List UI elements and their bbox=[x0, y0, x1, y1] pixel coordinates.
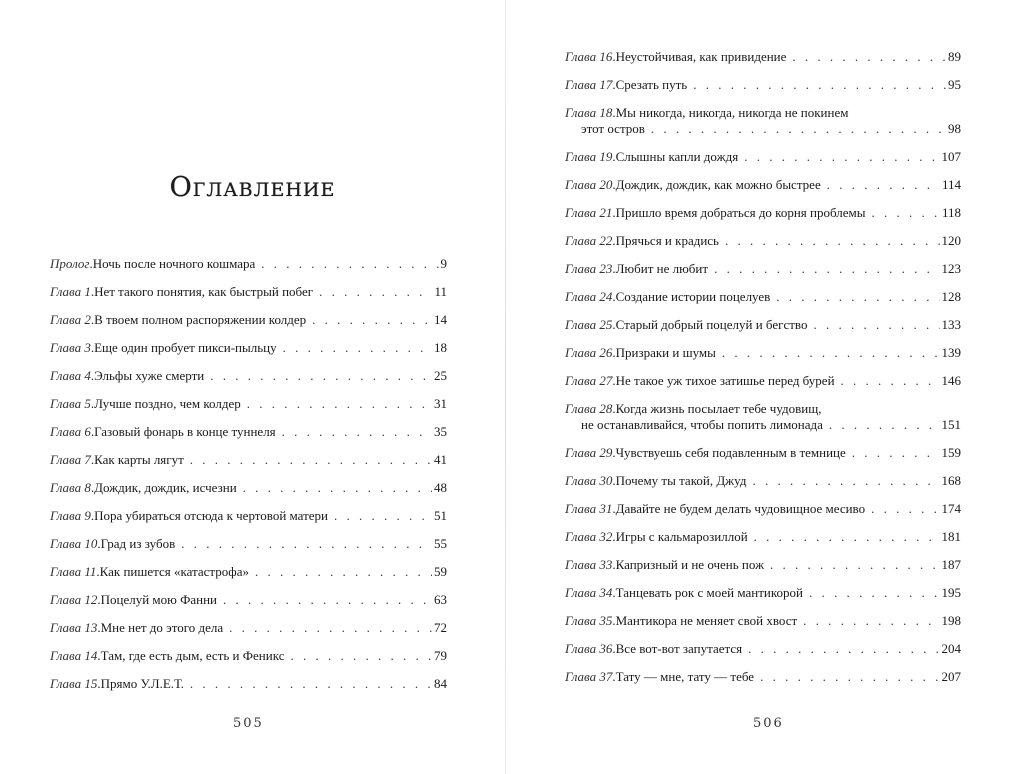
chapter-separator: . bbox=[612, 177, 616, 192]
chapter-page-number: 18 bbox=[434, 340, 447, 355]
chapter-label: Глава 3 bbox=[50, 340, 91, 355]
chapter-page-number: 204 bbox=[941, 641, 961, 656]
toc-entry bbox=[565, 585, 961, 601]
chapter-title: Призраки и шумы bbox=[615, 345, 716, 360]
dot-leader bbox=[776, 289, 939, 305]
chapter-title: Пришло время добраться до корня проблемы bbox=[615, 205, 866, 220]
chapter-page-number: 11 bbox=[434, 284, 447, 299]
toc-entry bbox=[565, 669, 961, 685]
toc-entry-line bbox=[50, 508, 447, 524]
toc-entry bbox=[50, 676, 447, 692]
chapter-separator: . bbox=[90, 368, 95, 383]
dot-leader bbox=[829, 417, 940, 433]
toc-entry-line bbox=[565, 445, 961, 461]
chapter-label: Пролог bbox=[50, 256, 90, 271]
chapter-page-number: 139 bbox=[941, 345, 961, 360]
chapter-title: Пора убираться отсюда к чертовой матери bbox=[94, 508, 329, 523]
chapter-label: Глава 6 bbox=[50, 424, 91, 439]
chapter-separator: . bbox=[612, 345, 616, 360]
chapter-label: Глава 37 bbox=[565, 669, 613, 684]
chapter-label: Глава 19 bbox=[565, 149, 613, 164]
chapter-page-number: 123 bbox=[941, 261, 961, 276]
dot-leader bbox=[748, 641, 939, 657]
toc-entry-line bbox=[565, 373, 961, 389]
chapter-page-number: 187 bbox=[941, 557, 961, 572]
chapter-page-number: 35 bbox=[434, 424, 447, 439]
chapter-label: Глава 31 bbox=[565, 501, 613, 516]
chapter-title: Нет такого понятия, как быстрый побег bbox=[94, 284, 314, 299]
toc-entry-line bbox=[565, 669, 961, 685]
dot-leader bbox=[247, 396, 432, 412]
toc-entry-line bbox=[565, 401, 961, 417]
chapter-label: Глава 8 bbox=[50, 480, 91, 495]
toc-entry bbox=[565, 205, 961, 221]
chapter-page-number: 41 bbox=[434, 452, 447, 467]
chapter-label: Глава 32 bbox=[565, 529, 613, 544]
toc-entry-line bbox=[50, 620, 447, 636]
chapter-label: Глава 33 bbox=[565, 557, 613, 572]
chapter-page-number: 195 bbox=[941, 585, 961, 600]
toc-entry bbox=[565, 105, 961, 137]
chapter-separator: . bbox=[612, 149, 616, 164]
dot-leader bbox=[725, 233, 940, 249]
chapter-page-number: 51 bbox=[434, 508, 447, 523]
chapter-separator: . bbox=[612, 233, 616, 248]
page-number-right: 506 bbox=[753, 716, 784, 731]
chapter-page-number: 168 bbox=[941, 473, 961, 488]
chapter-title: Прямо У.Л.Е.Т. bbox=[100, 676, 184, 691]
chapter-title: Танцевать рок с моей мантикорой bbox=[615, 585, 803, 600]
chapter-separator: . bbox=[97, 620, 101, 635]
chapter-title: В твоем полном распоряжении колдер bbox=[94, 312, 307, 327]
dot-leader bbox=[229, 620, 432, 636]
toc-entry bbox=[50, 620, 447, 636]
dot-leader bbox=[312, 312, 432, 328]
chapter-page-number: 128 bbox=[941, 289, 961, 304]
toc-entry-line bbox=[565, 317, 961, 333]
toc-entry bbox=[565, 177, 961, 193]
chapter-page-number: 63 bbox=[434, 592, 447, 607]
chapter-label: Глава 22 bbox=[565, 233, 613, 248]
chapter-title: Мы никогда, никогда, никогда не покинем bbox=[615, 105, 849, 120]
chapter-page-number: 174 bbox=[941, 501, 961, 516]
toc-list-left bbox=[0, 256, 505, 704]
chapter-label: Глава 35 bbox=[565, 613, 613, 628]
toc-entry-line bbox=[565, 641, 961, 657]
toc-entry-line bbox=[565, 473, 961, 489]
toc-entry-line bbox=[565, 261, 961, 277]
chapter-title: Эльфы хуже смерти bbox=[94, 368, 205, 383]
toc-entry-line bbox=[50, 564, 447, 580]
chapter-label: Глава 11 bbox=[50, 564, 97, 579]
toc-entry bbox=[565, 373, 961, 389]
chapter-title: Все вот-вот запутается bbox=[615, 641, 743, 656]
chapter-separator: . bbox=[612, 289, 616, 304]
dot-leader bbox=[319, 284, 432, 300]
toc-entry-line bbox=[565, 177, 961, 193]
dot-leader bbox=[744, 149, 939, 165]
toc-entry-line bbox=[565, 49, 961, 65]
dot-leader bbox=[210, 368, 432, 384]
chapter-label: Глава 9 bbox=[50, 508, 91, 523]
chapter-separator: . bbox=[90, 508, 95, 523]
chapter-label: Глава 27 bbox=[565, 373, 613, 388]
toc-entry bbox=[565, 289, 961, 305]
toc-entry-line bbox=[50, 368, 447, 384]
dot-leader bbox=[334, 508, 432, 524]
dot-leader bbox=[261, 256, 438, 272]
dot-leader bbox=[714, 261, 939, 277]
toc-entry-line bbox=[50, 536, 447, 552]
dot-leader bbox=[770, 557, 939, 573]
chapter-title: Град из зубов bbox=[100, 536, 176, 551]
chapter-separator: . bbox=[90, 480, 95, 495]
page-number-left: 505 bbox=[233, 716, 264, 731]
toc-entry bbox=[50, 340, 447, 356]
dot-leader bbox=[760, 669, 939, 685]
chapter-title: Ночь после ночного кошмара bbox=[92, 256, 256, 271]
dot-leader bbox=[181, 536, 432, 552]
dot-leader bbox=[754, 529, 940, 545]
toc-entry-line bbox=[565, 77, 961, 93]
toc-entry-line bbox=[565, 557, 961, 573]
chapter-title: Дождик, дождик, как можно быстрее bbox=[615, 177, 821, 192]
chapter-title: Чувствуешь себя подавленным в темнице bbox=[615, 445, 846, 460]
chapter-label: Глава 15 bbox=[50, 676, 98, 691]
chapter-separator: . bbox=[97, 648, 101, 663]
toc-entry-line bbox=[565, 529, 961, 545]
chapter-page-number: 146 bbox=[941, 373, 961, 388]
toc-entry-line bbox=[50, 312, 447, 328]
toc-entry bbox=[565, 445, 961, 461]
dot-leader bbox=[651, 121, 946, 137]
dot-leader bbox=[841, 373, 940, 389]
toc-entry-continuation bbox=[565, 121, 961, 137]
chapter-page-number: 133 bbox=[941, 317, 961, 332]
chapter-page-number: 89 bbox=[948, 49, 961, 64]
dot-leader bbox=[752, 473, 939, 489]
dot-leader bbox=[223, 592, 432, 608]
chapter-title: Неустойчивая, как привидение bbox=[615, 49, 787, 64]
chapter-separator: . bbox=[97, 676, 101, 691]
chapter-page-number: 98 bbox=[948, 121, 961, 136]
dot-leader bbox=[872, 205, 940, 221]
toc-entry bbox=[565, 501, 961, 517]
chapter-label: Глава 14 bbox=[50, 648, 98, 663]
toc-entry-line bbox=[565, 105, 961, 121]
chapter-label: Глава 28 bbox=[565, 401, 613, 416]
chapter-page-number: 118 bbox=[941, 205, 961, 220]
chapter-title: Как пишется «катастрофа» bbox=[99, 564, 249, 579]
toc-entry-line bbox=[565, 345, 961, 361]
dot-leader bbox=[255, 564, 432, 580]
chapter-separator: . bbox=[90, 424, 95, 439]
chapter-title: Давайте не будем делать чудовищное месиво bbox=[615, 501, 866, 516]
chapter-page-number: 181 bbox=[941, 529, 961, 544]
chapter-page-number: 107 bbox=[941, 149, 961, 164]
chapter-title: Как карты лягут bbox=[94, 452, 184, 467]
chapter-label: Глава 25 bbox=[565, 317, 613, 332]
toc-entry bbox=[565, 261, 961, 277]
chapter-label: Глава 7 bbox=[50, 452, 91, 467]
chapter-separator: . bbox=[96, 564, 100, 579]
chapter-separator: . bbox=[612, 261, 616, 276]
chapter-title: Дождик, дождик, исчезни bbox=[94, 480, 237, 495]
chapter-title: Мне нет до этого дела bbox=[100, 620, 224, 635]
toc-entry bbox=[50, 592, 447, 608]
toc-entry bbox=[50, 424, 447, 440]
dot-leader bbox=[803, 613, 939, 629]
toc-heading: Оглавление bbox=[169, 172, 336, 203]
chapter-title: Игры с кальмарозиллой bbox=[615, 529, 748, 544]
chapter-separator: . bbox=[612, 557, 616, 572]
chapter-separator: . bbox=[612, 373, 616, 388]
dot-leader bbox=[190, 452, 432, 468]
dot-leader bbox=[813, 317, 939, 333]
chapter-separator: . bbox=[612, 585, 616, 600]
chapter-separator: . bbox=[612, 401, 616, 416]
chapter-label: Глава 26 bbox=[565, 345, 613, 360]
toc-entry-line bbox=[50, 256, 447, 272]
chapter-label: Глава 20 bbox=[565, 177, 613, 192]
chapter-label: Глава 12 bbox=[50, 592, 98, 607]
dot-leader bbox=[283, 340, 432, 356]
toc-entry bbox=[565, 49, 961, 65]
toc-entry-continuation bbox=[565, 417, 961, 433]
toc-entry bbox=[50, 452, 447, 468]
chapter-separator: . bbox=[612, 529, 616, 544]
toc-entry bbox=[50, 564, 447, 580]
toc-entry-line bbox=[50, 424, 447, 440]
chapter-separator: . bbox=[612, 501, 616, 516]
chapter-label: Глава 34 bbox=[565, 585, 613, 600]
chapter-title: Любит не любит bbox=[615, 261, 709, 276]
dot-leader bbox=[693, 77, 946, 93]
toc-entry-line bbox=[565, 289, 961, 305]
chapter-title: Лучше поздно, чем колдер bbox=[94, 396, 241, 411]
toc-entry bbox=[565, 473, 961, 489]
toc-entry bbox=[50, 396, 447, 412]
toc-entry-line bbox=[50, 676, 447, 692]
toc-entry-line bbox=[50, 480, 447, 496]
chapter-separator: . bbox=[90, 284, 95, 299]
chapter-title: Еще один пробует пикси-пыльцу bbox=[94, 340, 277, 355]
toc-entry-line bbox=[50, 592, 447, 608]
chapter-label: Глава 13 bbox=[50, 620, 98, 635]
chapter-label: Глава 5 bbox=[50, 396, 91, 411]
chapter-separator: . bbox=[612, 317, 616, 332]
chapter-label: Глава 30 bbox=[565, 473, 613, 488]
toc-entry-line bbox=[50, 396, 447, 412]
toc-entry bbox=[50, 480, 447, 496]
toc-entry-line bbox=[50, 648, 447, 664]
chapter-page-number: 79 bbox=[434, 648, 447, 663]
dot-leader bbox=[827, 177, 940, 193]
chapter-label: Глава 16 bbox=[565, 49, 613, 64]
chapter-label: Глава 36 bbox=[565, 641, 613, 656]
toc-entry bbox=[565, 401, 961, 433]
chapter-separator: . bbox=[612, 473, 616, 488]
dot-leader bbox=[722, 345, 940, 361]
chapter-separator: . bbox=[612, 105, 616, 120]
chapter-separator: . bbox=[97, 536, 101, 551]
toc-entry bbox=[50, 312, 447, 328]
dot-leader bbox=[290, 648, 432, 664]
chapter-title: Старый добрый поцелуй и бегство bbox=[615, 317, 808, 332]
chapter-label: Глава 21 bbox=[565, 205, 613, 220]
chapter-title: Газовый фонарь в конце туннеля bbox=[94, 424, 276, 439]
chapter-label: Глава 23 bbox=[565, 261, 613, 276]
chapter-title-continuation: не останавливайся, чтобы попить лимонада bbox=[581, 417, 823, 432]
chapter-separator: . bbox=[97, 592, 101, 607]
chapter-title-continuation: этот остров bbox=[581, 121, 645, 136]
chapter-title: Не такое уж тихое затишье перед бурей bbox=[615, 373, 835, 388]
dot-leader bbox=[852, 445, 940, 461]
toc-list-right bbox=[505, 49, 1011, 697]
dot-leader bbox=[871, 501, 939, 517]
chapter-title: Почему ты такой, Джуд bbox=[615, 473, 747, 488]
chapter-label: Глава 18 bbox=[565, 105, 613, 120]
toc-entry bbox=[50, 508, 447, 524]
toc-entry-line bbox=[565, 233, 961, 249]
chapter-separator: . bbox=[89, 256, 93, 271]
toc-entry-line bbox=[565, 585, 961, 601]
dot-leader bbox=[243, 480, 432, 496]
chapter-label: Глава 2 bbox=[50, 312, 91, 327]
chapter-page-number: 159 bbox=[941, 445, 961, 460]
toc-entry bbox=[565, 345, 961, 361]
dot-leader bbox=[792, 49, 946, 65]
chapter-page-number: 72 bbox=[434, 620, 447, 635]
chapter-page-number: 55 bbox=[434, 536, 447, 551]
toc-entry bbox=[565, 77, 961, 93]
dot-leader bbox=[190, 676, 432, 692]
toc-entry bbox=[50, 256, 447, 272]
chapter-page-number: 59 bbox=[434, 564, 447, 579]
chapter-page-number: 9 bbox=[440, 256, 447, 271]
chapter-separator: . bbox=[612, 49, 616, 64]
chapter-separator: . bbox=[612, 613, 616, 628]
chapter-label: Глава 1 bbox=[50, 284, 91, 299]
chapter-title: Создание истории поцелуев bbox=[615, 289, 771, 304]
chapter-label: Глава 24 bbox=[565, 289, 613, 304]
chapter-page-number: 114 bbox=[941, 177, 961, 192]
chapter-page-number: 48 bbox=[434, 480, 447, 495]
chapter-label: Глава 29 bbox=[565, 445, 613, 460]
dot-leader bbox=[809, 585, 940, 601]
chapter-page-number: 14 bbox=[434, 312, 447, 327]
chapter-title: Прячься и крадись bbox=[615, 233, 719, 248]
toc-entry bbox=[50, 536, 447, 552]
chapter-page-number: 25 bbox=[434, 368, 447, 383]
toc-entry bbox=[565, 149, 961, 165]
toc-entry bbox=[565, 233, 961, 249]
toc-entry-line bbox=[565, 205, 961, 221]
chapter-label: Глава 17 bbox=[565, 77, 613, 92]
toc-entry bbox=[565, 557, 961, 573]
chapter-separator: . bbox=[90, 396, 95, 411]
chapter-page-number: 120 bbox=[941, 233, 961, 248]
chapter-separator: . bbox=[612, 641, 616, 656]
chapter-title: Поцелуй мою Фанни bbox=[100, 592, 218, 607]
toc-entry bbox=[50, 368, 447, 384]
chapter-title: Когда жизнь посылает тебе чудовищ, bbox=[615, 401, 822, 416]
chapter-title: Тату — мне, тату — тебе bbox=[615, 669, 755, 684]
chapter-page-number: 84 bbox=[434, 676, 447, 691]
left-page bbox=[0, 0, 505, 774]
chapter-separator: . bbox=[90, 340, 95, 355]
chapter-page-number: 151 bbox=[941, 417, 961, 432]
toc-entry bbox=[50, 648, 447, 664]
right-page bbox=[505, 0, 1011, 774]
chapter-page-number: 198 bbox=[941, 613, 961, 628]
chapter-title: Слышны капли дождя bbox=[615, 149, 739, 164]
toc-entry bbox=[565, 317, 961, 333]
chapter-title: Там, где есть дым, есть и Феникс bbox=[100, 648, 285, 663]
chapter-title: Мантикора не меняет свой хвост bbox=[615, 613, 798, 628]
toc-entry bbox=[565, 641, 961, 657]
toc-entry-line bbox=[50, 452, 447, 468]
chapter-label: Глава 4 bbox=[50, 368, 91, 383]
toc-entry-line bbox=[565, 501, 961, 517]
toc-entry bbox=[565, 529, 961, 545]
chapter-label: Глава 10 bbox=[50, 536, 98, 551]
chapter-page-number: 95 bbox=[948, 77, 961, 92]
chapter-title: Срезать путь bbox=[615, 77, 688, 92]
chapter-page-number: 207 bbox=[941, 669, 961, 684]
toc-entry-line bbox=[50, 340, 447, 356]
chapter-separator: . bbox=[612, 669, 616, 684]
toc-entry bbox=[565, 613, 961, 629]
chapter-title: Капризный и не очень пож bbox=[615, 557, 765, 572]
toc-entry-line bbox=[565, 613, 961, 629]
chapter-separator: . bbox=[612, 445, 616, 460]
chapter-separator: . bbox=[90, 312, 95, 327]
dot-leader bbox=[282, 424, 432, 440]
chapter-separator: . bbox=[90, 452, 95, 467]
toc-entry-line bbox=[50, 284, 447, 300]
toc-entry bbox=[50, 284, 447, 300]
toc-entry-line bbox=[565, 149, 961, 165]
chapter-page-number: 31 bbox=[434, 396, 447, 411]
chapter-separator: . bbox=[612, 205, 616, 220]
chapter-separator: . bbox=[612, 77, 616, 92]
